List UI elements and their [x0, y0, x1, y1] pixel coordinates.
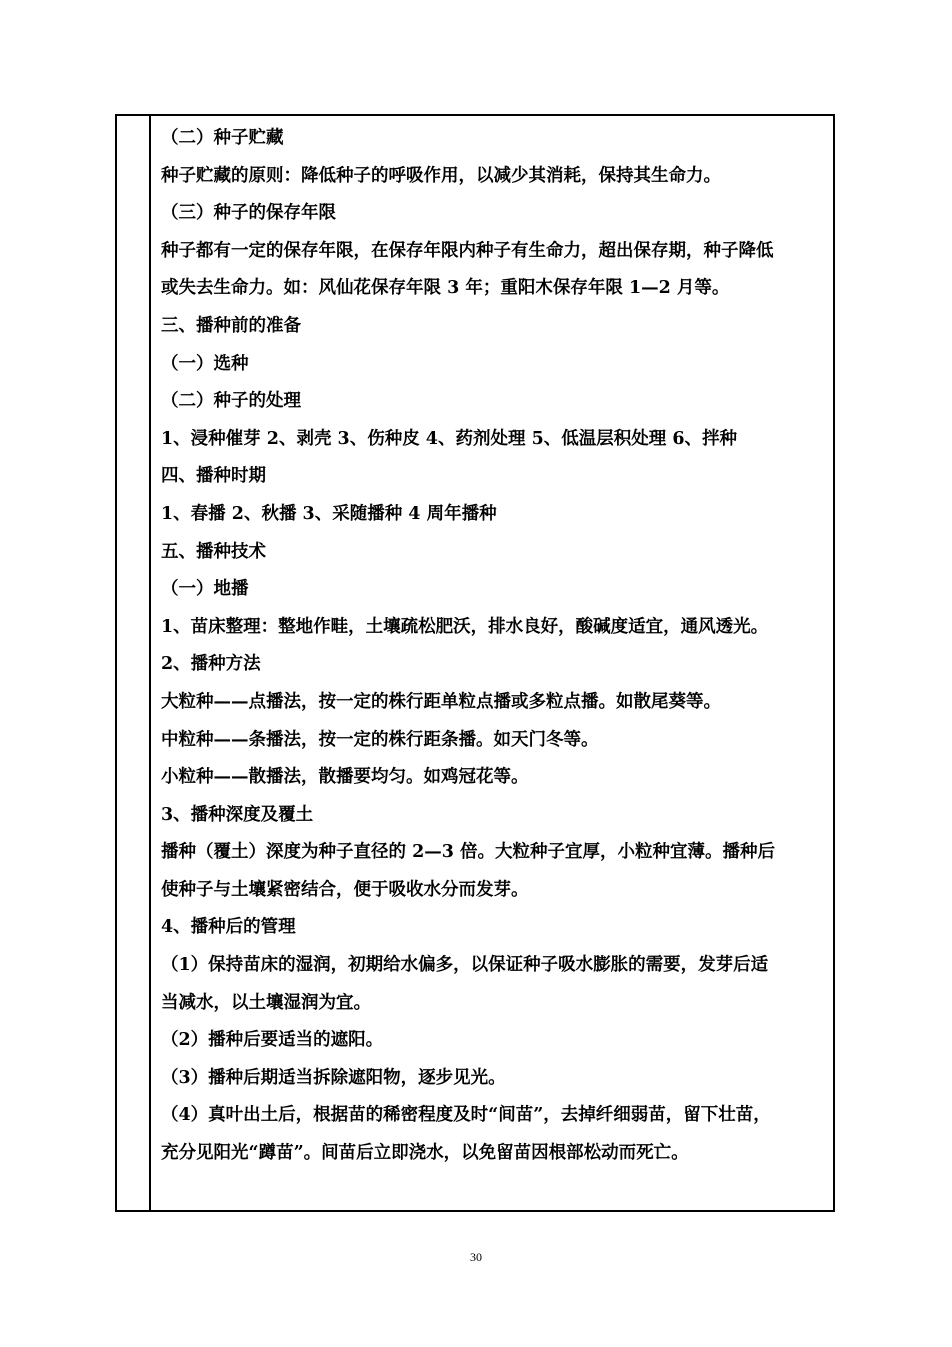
text-line: 4、播种后的管理 [161, 917, 296, 938]
text-line: （一）地播 [161, 579, 249, 600]
text-line: （二）种子贮藏 [161, 128, 284, 148]
text-line: 2、播种方法 [161, 654, 261, 675]
section-heading: 三、播种前的准备 [161, 315, 301, 336]
text-line: 1、春播 2、秋播 3、采随播种 4 周年播种 [161, 503, 497, 524]
text-line: （三）种子的保存年限 [161, 203, 336, 224]
text-line: 充分见阳光“蹲苗”。间苗后立即浇水，以免留苗因根部松动而死亡。 [161, 1143, 689, 1164]
text-line: 播种（覆土）深度为种子直径的 2—3 倍。大粒种子宜厚，小粒种宜薄。播种后 [161, 842, 776, 863]
text-line: 使种子与土壤紧密结合，便于吸收水分而发芽。 [161, 879, 529, 900]
text-line: 大粒种——点播法，按一定的株行距单粒点播或多粒点播。如散尾葵等。 [161, 691, 721, 712]
text-line: 小粒种——散播法，散播要均匀。如鸡冠花等。 [161, 767, 529, 788]
table-left-column [117, 116, 151, 1210]
text-line: 1、苗床整理：整地作畦，土壤疏松肥沃，排水良好，酸碱度适宜，通风透光。 [161, 616, 769, 637]
content-table [115, 114, 835, 1212]
text-line: 或失去生命力。如：风仙花保存年限 3 年；重阳木保存年限 1—2 月等。 [161, 278, 730, 299]
text-line: （1）保持苗床的湿润，初期给水偏多，以保证种子吸水膨胀的需要，发芽后适 [161, 955, 769, 976]
text-line: 3、播种深度及覆土 [161, 804, 314, 825]
text-line: 种子都有一定的保存年限，在保存年限内种子有生命力，超出保存期，种子降低 [161, 240, 774, 261]
text-line: （3）播种后期适当拆除遮阳物，逐步见光。 [161, 1067, 506, 1088]
page-number: 30 [470, 1250, 482, 1264]
text-line: 种子贮藏的原则：降低种子的呼吸作用，以减少其消耗，保持其生命力。 [161, 165, 721, 186]
text-line: 中粒种——条播法，按一定的株行距条播。如天门冬等。 [161, 729, 599, 750]
text-line: （二）种子的处理 [161, 391, 301, 412]
section-heading: 五、播种技术 [161, 541, 266, 562]
text-line: （2）播种后要适当的遮阳。 [161, 1030, 384, 1051]
text-line: （一）选种 [161, 353, 249, 374]
section-heading: 四、播种时期 [161, 466, 266, 487]
table-content-cell [161, 120, 829, 1173]
text-line: 1、浸种催芽 2、剥壳 3、伤种皮 4、药剂处理 5、低温层积处理 6、拌种 [161, 428, 738, 449]
text-line: （4）真叶出土后，根据苗的稀密程度及时“间苗”，去掉纤细弱苗，留下壮苗， [161, 1105, 771, 1126]
text-line: 当减水，以土壤湿润为宜。 [161, 992, 371, 1013]
